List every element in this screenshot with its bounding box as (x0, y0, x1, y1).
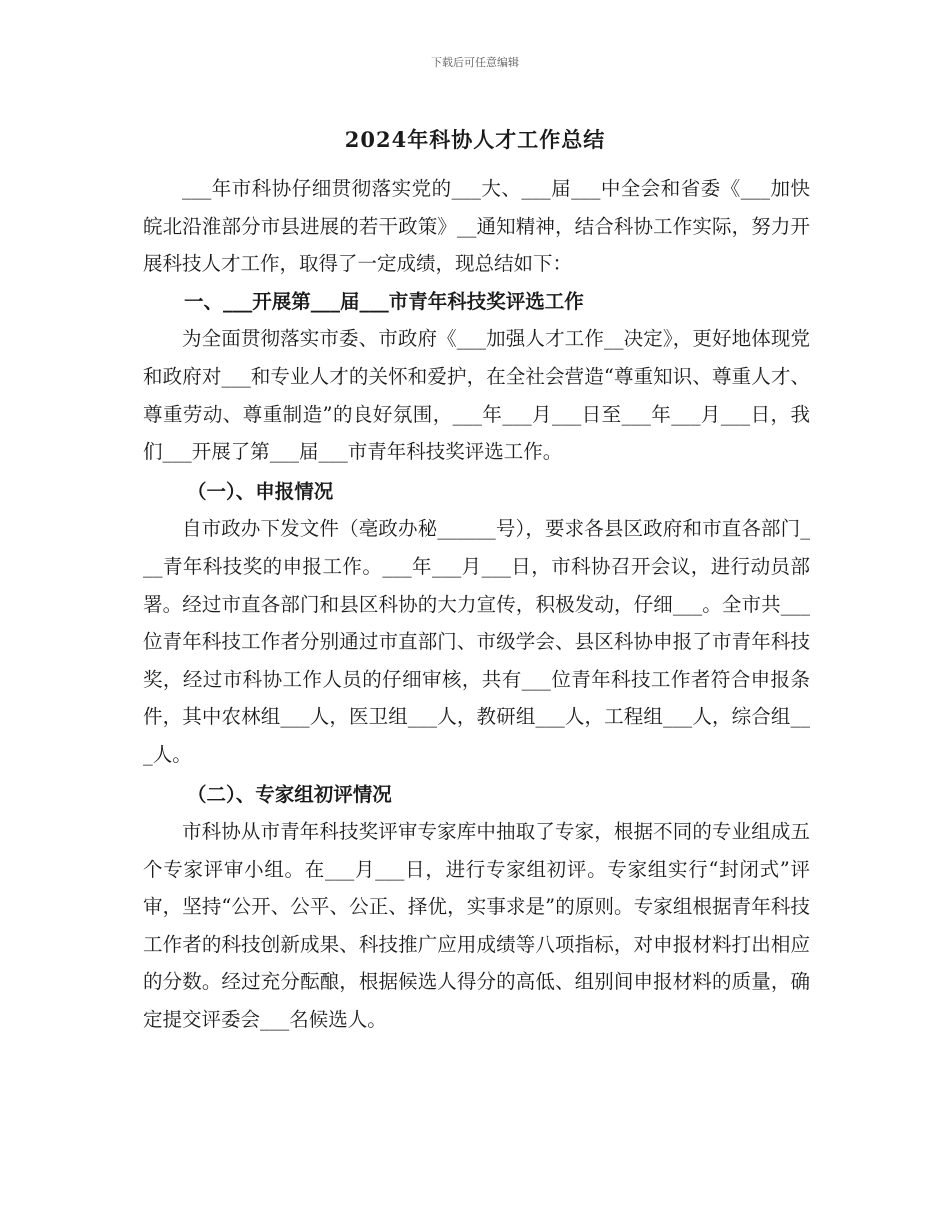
document-title: 2024年科协人才工作总结 (344, 127, 606, 152)
page-header-note: 下载后可任意编辑 (431, 56, 519, 69)
subsection-2-paragraph: 市科协从市青年科技奖评审专家库中抽取了专家，根据不同的专业组成五个专家评审小组。在___月___日，进行专家组初评。专家组实行“封闭式”评审，坚持“公开、公平、公正、择优，实事求是”的原则。专家组根据青年科技工作者的科技创新成果、科技推广应用成绩等八项指标，对申报材料打出相应的分数。经过充分酝酿，根据候选人得分的高低、组别间申报材料的质量，确定提交评委会___名候选人。 (143, 820, 810, 1032)
subsection-1-heading: （一）、申报情况 (187, 479, 334, 503)
section-1-heading: 一、___开展第___届___市青年科技奖评选工作 (184, 289, 584, 313)
section-1-paragraph: 为全面贯彻落实市委、市政府《___加强人才工作__决定》，更好地体现党和政府对___和专业人才的关怀和爱护，在全社会营造“尊重知识、尊重人才、尊重劳动、尊重制造”的良好氛围，___年___月___日至___年___月___日，我们___开展了第___届___市青年科技奖评选工作。 (143, 327, 810, 464)
intro-paragraph: ___年市科协仔细贯彻落实党的___大、___届___中全会和省委《___加快皖北沿淮部分市县进展的若干政策》__通知精神，结合科协工作实际，努力开展科技人才工作，取得了一定成绩，现总结如下： (143, 177, 810, 276)
document-body (143, 170, 810, 1039)
subsection-1-paragraph: 自市政办下发文件（亳政办秘______号），要求各县区政府和市直各部门___青年科技奖的申报工作。___年___月___日，市科协召开会议，进行动员部署。经过市直各部门和县区科协的大力宣传，积极发动，仔细___。全市共___位青年科技工作者分别通过市直部门、市级学会、县区科协申报了市青年科技奖，经过市科协工作人员的仔细审核，共有___位青年科技工作者符合申报条件，其中农林组___人，医卫组___人，教研组___人，工程组___人，综合组___人。 (143, 517, 810, 766)
subsection-2-heading: （二）、专家组初评情况 (187, 782, 392, 806)
